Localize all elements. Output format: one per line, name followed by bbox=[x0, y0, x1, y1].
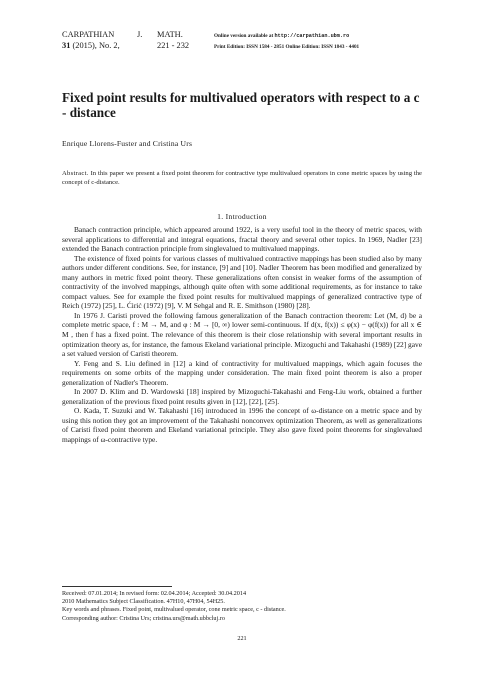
paragraph: The existence of fixed points for various classes of multivalued contractive mappings has been studied also by many authors under different conditions. See, for instance, [9] and [10]. Nadler Theorem has been modified and generalized by many authors in metric fixed point theory. These generalizations often consist in weaker forms of the assumption of contractivity of the involved mappings, although quite often with some additional requirements, as for instance to take compact values. See for example the fixed point results for multivalued mappings of generalized contractive type of Reich (1972) [25], L. Ćirić (1972) [9], V. M Sehgal and R. E. Smithson (1980) [28]. bbox=[62, 253, 422, 311]
journal-pages: 221 - 232 bbox=[157, 40, 190, 50]
paper-title: Fixed point results for multivalued operators with respect to a c - distance bbox=[62, 90, 420, 120]
abstract-label: Abstract. bbox=[62, 170, 89, 177]
footnote-received: Received: 07.01.2014; In revised form: 02.04.2014; Accepted: 30.04.2014 bbox=[62, 590, 247, 597]
footnote-divider bbox=[62, 586, 172, 587]
paragraph: Y. Feng and S. Liu defined in [12] a kind of contractivity for multivalued mappings, which again focuses the requirements on some orbits of the mapping under consideration. The main fixed point theorem is also a proper generalization of Nadler's Theorem. bbox=[62, 358, 422, 387]
journal-citation bbox=[62, 30, 212, 51]
footnote-corresponding: Corresponding author: Cristina Urs; cristina.urs@math.ubbcluj.ro bbox=[62, 614, 225, 622]
paragraph: In 2007 D. Klim and D. Wardowski [18] inspired by Mizoguchi-Takahashi and Feng-Liu work, obtained a further generalization of the previous fixed point results given in [12], [22], [25]. bbox=[62, 387, 422, 406]
paragraph: O. Kada, T. Suzuki and W. Takahashi [16] introduced in 1996 the concept of ω-distance on a metric space and by using this notion they got an improvement of the Takahashi nonconvex optimization Theorem, as well as generalizations of Caristi fixed point theorem and Ekeland variational principle. They also gave fixed point theorems for singlevalued mappings of ω-contractive type. bbox=[62, 406, 422, 445]
journal-math: MATH. bbox=[157, 30, 183, 39]
paragraph: In 1976 J. Caristi proved the following famous generalization of the Banach contraction theorem: Let (M, d) be a complete metric space, f : M → M, and φ : M → [0, ∞) lower semi-continuous. If d(x, f(x)) ≤ φ(x) − φ(f(x)) for all x ∈ M , then f has a fixed point. The relevance of this theorem is their close relationship with several important results in optimization theory as, for instance, the famous Ekeland variational principle. Mizoguchi and Takahashi (1989) [22] gave a set valued version of Caristi theorem. bbox=[62, 310, 422, 359]
journal-j: J. bbox=[137, 30, 143, 39]
abstract-text: In this paper we present a fixed point theorem for contractive type multivalued operators in cone metric spaces by using the concept of c-distance. bbox=[62, 170, 422, 186]
footnote-msc: 2010 Mathematics Subject Classification. 47H10, 47H04, 54H25. bbox=[62, 598, 225, 606]
online-prefix: Online version available at bbox=[214, 33, 274, 39]
journal-volume: 31 bbox=[62, 40, 71, 50]
print-info: Print Edition: ISSN 1584 - 2851 Online Edition: ISSN 1843 - 4401 bbox=[214, 43, 360, 50]
paragraph: Banach contraction principle, which appeared around 1922, is a very useful tool in the theory of metric spaces, with several applications to differential and integral equations, fractal theory and several other topics. In 1969, Nadler [23] extended the Banach contraction principle from singlevalued to multivalued mappings. bbox=[62, 225, 422, 254]
section-heading: 1. Introduction bbox=[217, 212, 267, 221]
page-number: 221 bbox=[237, 634, 247, 642]
online-url[interactable]: http://carpathian.ubm.ro bbox=[274, 33, 350, 39]
paper-authors: Enrique Llorens-Fuster and Cristina Urs bbox=[62, 139, 193, 148]
body-text bbox=[62, 225, 422, 445]
footnote-keywords: Key words and phrases. Fixed point, multivalued operator, cone metric space, c - distance. bbox=[62, 606, 286, 614]
online-info bbox=[214, 31, 359, 52]
journal-year-issue: (2015), No. 2, bbox=[72, 40, 120, 50]
abstract bbox=[62, 170, 422, 187]
footnotes bbox=[62, 586, 422, 643]
journal-name: CARPATHIAN bbox=[62, 30, 115, 39]
